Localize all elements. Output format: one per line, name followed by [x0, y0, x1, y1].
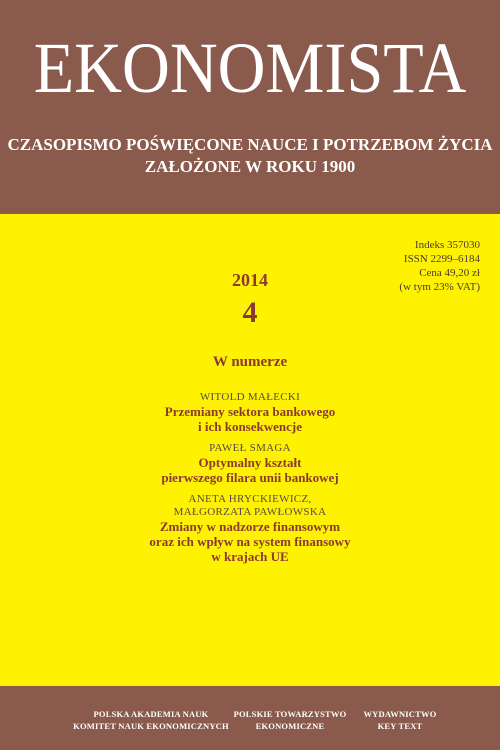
article-title-line: Zmiany w nadzorze finansowym	[159, 519, 341, 534]
issue-year: 2014	[232, 270, 268, 290]
table-of-contents	[0, 354, 500, 572]
article-2	[0, 442, 500, 485]
contents-heading: W numerze	[212, 354, 288, 370]
publisher-pan	[66, 708, 236, 732]
journal-subtitle	[0, 134, 500, 178]
article-author: MAŁGORZATA PAWŁOWSKA	[173, 506, 327, 518]
article-title-line: i ich konsekwencje	[198, 419, 302, 434]
publisher-line: KOMITET NAUK EKONOMICZNYCH	[73, 721, 229, 731]
subtitle-line-1: CZASOPISMO POŚWIĘCONE NAUCE I POTRZEBOM ŻYCIA	[7, 135, 493, 154]
journal-title: EKONOMISTA	[33, 28, 467, 108]
article-title-line: w krajach UE	[211, 549, 289, 564]
publisher-line: WYDAWNICTWO	[363, 709, 437, 719]
article-author: PAWEŁ SMAGA	[209, 442, 291, 454]
index-number: Indeks 357030	[414, 239, 480, 251]
publisher-line: EKONOMICZNE	[255, 721, 325, 731]
issue-number: 4	[242, 296, 258, 329]
publisher-line: POLSKIE TOWARZYSTWO	[233, 709, 347, 719]
article-title-line: Przemiany sektora bankowego	[164, 404, 336, 419]
article-author: ANETA HRYCKIEWICZ,	[188, 493, 312, 505]
footer-band	[0, 686, 500, 750]
header-band	[0, 0, 500, 214]
publisher-pte	[232, 708, 348, 732]
issn-number: ISSN 2299–6184	[403, 253, 480, 265]
article-1	[0, 391, 500, 434]
article-title-line: oraz ich wpływ na system finansowy	[149, 534, 351, 549]
vat-note: (w tym 23% VAT)	[399, 281, 480, 293]
article-title-line: pierwszego filara unii bankowej	[161, 470, 339, 485]
cover-body	[0, 214, 500, 686]
publisher-line: KEY TEXT	[377, 721, 423, 731]
subtitle-line-2: ZAŁOŻONE W ROKU 1900	[144, 157, 356, 176]
article-title-line: Optymalny kształt	[198, 455, 302, 470]
price: Cena 49,20 zł	[419, 267, 480, 279]
article-3	[0, 493, 500, 564]
publisher-line: POLSKA AKADEMIA NAUK	[93, 709, 209, 719]
article-author: WITOLD MAŁECKI	[199, 391, 301, 403]
publisher-key-text	[350, 708, 450, 732]
